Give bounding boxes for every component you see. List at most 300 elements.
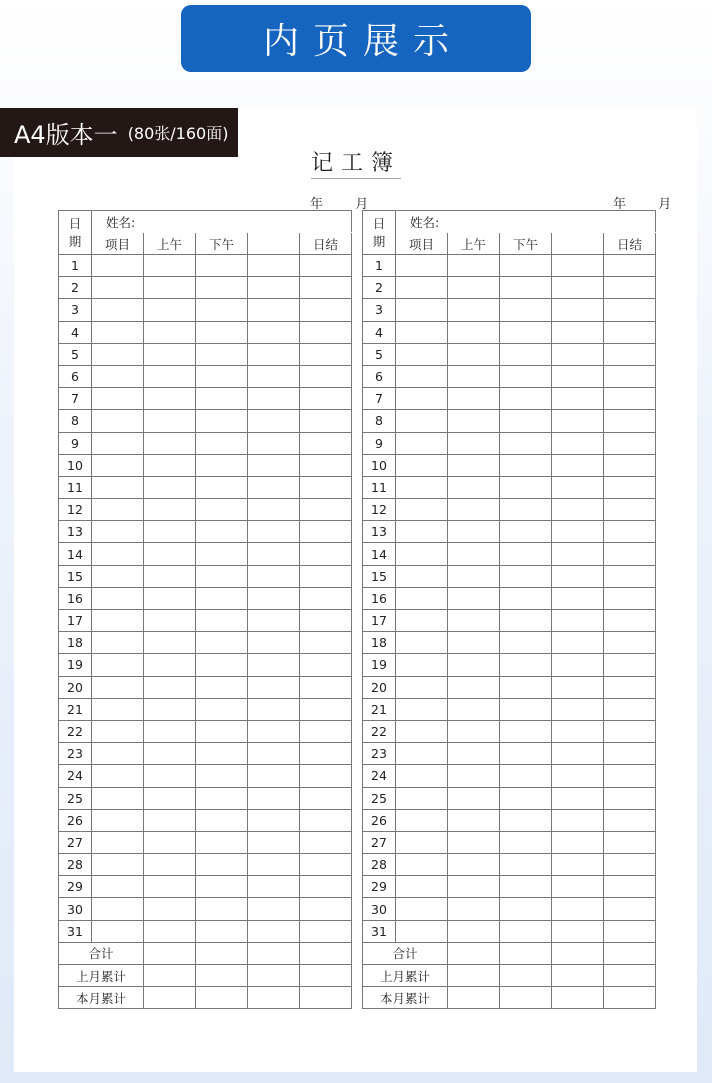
entry-cell bbox=[552, 410, 604, 432]
entry-cell bbox=[500, 854, 552, 876]
table-row bbox=[363, 476, 656, 498]
day-number: 19 bbox=[59, 654, 92, 676]
entry-cell bbox=[144, 499, 196, 521]
day-number: 9 bbox=[363, 432, 396, 454]
entry-cell bbox=[448, 299, 500, 321]
entry-cell bbox=[448, 942, 500, 964]
entry-cell bbox=[144, 365, 196, 387]
entry-cell bbox=[144, 476, 196, 498]
summary-row bbox=[59, 987, 352, 1009]
day-number: 28 bbox=[59, 854, 92, 876]
entry-cell bbox=[144, 565, 196, 587]
entry-cell bbox=[92, 277, 144, 299]
entry-cell bbox=[300, 299, 352, 321]
entry-cell bbox=[552, 499, 604, 521]
entry-cell bbox=[448, 521, 500, 543]
day-number: 21 bbox=[363, 698, 396, 720]
day-number: 11 bbox=[363, 476, 396, 498]
day-number: 19 bbox=[363, 654, 396, 676]
entry-cell bbox=[396, 743, 448, 765]
entry-cell bbox=[144, 942, 196, 964]
day-number: 2 bbox=[59, 277, 92, 299]
entry-cell bbox=[396, 876, 448, 898]
summary-label: 上月累计 bbox=[363, 965, 448, 987]
entry-cell bbox=[144, 521, 196, 543]
day-number: 6 bbox=[59, 365, 92, 387]
entry-cell bbox=[300, 521, 352, 543]
entry-cell bbox=[92, 565, 144, 587]
entry-cell bbox=[196, 965, 248, 987]
table-row bbox=[363, 632, 656, 654]
table-row bbox=[59, 587, 352, 609]
entry-cell bbox=[552, 831, 604, 853]
entry-cell bbox=[500, 499, 552, 521]
entry-cell bbox=[248, 831, 300, 853]
entry-cell bbox=[604, 854, 656, 876]
entry-cell bbox=[248, 277, 300, 299]
entry-cell bbox=[248, 743, 300, 765]
year-label: 年 bbox=[310, 197, 324, 212]
entry-cell bbox=[92, 765, 144, 787]
entry-cell bbox=[396, 410, 448, 432]
entry-cell bbox=[196, 787, 248, 809]
entry-cell bbox=[300, 410, 352, 432]
entry-cell bbox=[144, 277, 196, 299]
entry-cell bbox=[300, 965, 352, 987]
entry-cell bbox=[300, 277, 352, 299]
entry-cell bbox=[300, 920, 352, 942]
entry-cell bbox=[500, 698, 552, 720]
day-number: 8 bbox=[59, 410, 92, 432]
entry-cell bbox=[448, 454, 500, 476]
entry-cell bbox=[552, 632, 604, 654]
entry-cell bbox=[248, 654, 300, 676]
table-row bbox=[59, 632, 352, 654]
entry-cell bbox=[500, 343, 552, 365]
entry-cell bbox=[396, 343, 448, 365]
entry-cell bbox=[396, 676, 448, 698]
entry-cell bbox=[196, 388, 248, 410]
column-header: 日结 bbox=[300, 233, 352, 255]
entry-cell bbox=[196, 720, 248, 742]
entry-cell bbox=[500, 876, 552, 898]
entry-cell bbox=[500, 454, 552, 476]
table-row bbox=[363, 365, 656, 387]
entry-cell bbox=[604, 743, 656, 765]
table-row bbox=[59, 720, 352, 742]
entry-cell bbox=[448, 565, 500, 587]
entry-cell bbox=[248, 920, 300, 942]
day-number: 10 bbox=[363, 454, 396, 476]
entry-cell bbox=[92, 476, 144, 498]
day-number: 15 bbox=[363, 565, 396, 587]
table-row bbox=[59, 743, 352, 765]
entry-cell bbox=[396, 454, 448, 476]
date-header bbox=[59, 211, 92, 255]
entry-cell bbox=[196, 499, 248, 521]
entry-cell bbox=[500, 787, 552, 809]
entry-cell bbox=[248, 499, 300, 521]
table-row bbox=[59, 831, 352, 853]
day-number: 4 bbox=[363, 321, 396, 343]
entry-cell bbox=[396, 299, 448, 321]
entry-cell bbox=[604, 432, 656, 454]
entry-cell bbox=[552, 942, 604, 964]
entry-cell bbox=[500, 898, 552, 920]
entry-cell bbox=[92, 632, 144, 654]
day-number: 21 bbox=[59, 698, 92, 720]
table-row bbox=[363, 543, 656, 565]
column-header: 项目 bbox=[396, 233, 448, 255]
entry-cell bbox=[196, 432, 248, 454]
entry-cell bbox=[552, 987, 604, 1009]
day-number: 8 bbox=[363, 410, 396, 432]
entry-cell bbox=[196, 898, 248, 920]
entry-cell bbox=[92, 410, 144, 432]
entry-cell bbox=[604, 787, 656, 809]
entry-cell bbox=[604, 543, 656, 565]
day-number: 24 bbox=[363, 765, 396, 787]
entry-cell bbox=[500, 321, 552, 343]
entry-cell bbox=[396, 365, 448, 387]
day-number: 20 bbox=[363, 676, 396, 698]
entry-cell bbox=[144, 720, 196, 742]
table-row bbox=[363, 698, 656, 720]
entry-cell bbox=[500, 831, 552, 853]
day-number: 12 bbox=[59, 499, 92, 521]
table-row bbox=[59, 676, 352, 698]
entry-cell bbox=[300, 632, 352, 654]
entry-cell bbox=[300, 809, 352, 831]
entry-cell bbox=[144, 654, 196, 676]
entry-cell bbox=[300, 610, 352, 632]
entry-cell bbox=[396, 388, 448, 410]
day-number: 7 bbox=[59, 388, 92, 410]
entry-cell bbox=[604, 876, 656, 898]
day-number: 29 bbox=[59, 876, 92, 898]
entry-cell bbox=[92, 255, 144, 277]
summary-row bbox=[59, 965, 352, 987]
entry-cell bbox=[448, 831, 500, 853]
entry-cell bbox=[248, 587, 300, 609]
entry-cell bbox=[196, 321, 248, 343]
entry-cell bbox=[448, 365, 500, 387]
entry-cell bbox=[92, 876, 144, 898]
day-number: 30 bbox=[59, 898, 92, 920]
entry-cell bbox=[92, 898, 144, 920]
entry-cell bbox=[300, 343, 352, 365]
entry-cell bbox=[300, 854, 352, 876]
entry-cell bbox=[396, 476, 448, 498]
version-detail: (80张/160面) bbox=[127, 124, 229, 143]
entry-cell bbox=[552, 454, 604, 476]
entry-cell bbox=[552, 388, 604, 410]
entry-cell bbox=[552, 299, 604, 321]
entry-cell bbox=[144, 676, 196, 698]
entry-cell bbox=[248, 632, 300, 654]
entry-cell bbox=[144, 587, 196, 609]
entry-cell bbox=[448, 654, 500, 676]
entry-cell bbox=[144, 987, 196, 1009]
name-field: 姓名: bbox=[92, 211, 352, 233]
entry-cell bbox=[92, 743, 144, 765]
entry-cell bbox=[300, 743, 352, 765]
day-number: 15 bbox=[59, 565, 92, 587]
day-number: 31 bbox=[363, 920, 396, 942]
entry-cell bbox=[144, 965, 196, 987]
entry-cell bbox=[604, 255, 656, 277]
entry-cell bbox=[604, 676, 656, 698]
year-label: 年 bbox=[613, 197, 627, 212]
entry-cell bbox=[300, 698, 352, 720]
entry-cell bbox=[248, 876, 300, 898]
entry-cell bbox=[604, 365, 656, 387]
day-number: 14 bbox=[363, 543, 396, 565]
entry-cell bbox=[92, 831, 144, 853]
entry-cell bbox=[552, 343, 604, 365]
entry-cell bbox=[552, 676, 604, 698]
day-number: 3 bbox=[59, 299, 92, 321]
day-number: 27 bbox=[59, 831, 92, 853]
document-title: 记工簿 bbox=[0, 146, 712, 177]
entry-cell bbox=[248, 255, 300, 277]
entry-cell bbox=[500, 410, 552, 432]
entry-cell bbox=[300, 654, 352, 676]
entry-cell bbox=[300, 499, 352, 521]
entry-cell bbox=[552, 255, 604, 277]
entry-cell bbox=[300, 321, 352, 343]
entry-cell bbox=[196, 876, 248, 898]
entry-cell bbox=[300, 388, 352, 410]
entry-cell bbox=[552, 610, 604, 632]
day-number: 17 bbox=[59, 610, 92, 632]
column-header: 日结 bbox=[604, 233, 656, 255]
table-row bbox=[59, 698, 352, 720]
entry-cell bbox=[604, 587, 656, 609]
summary-row bbox=[363, 965, 656, 987]
day-number: 6 bbox=[363, 365, 396, 387]
summary-row bbox=[363, 987, 656, 1009]
entry-cell bbox=[448, 476, 500, 498]
entry-cell bbox=[552, 787, 604, 809]
table-row bbox=[363, 610, 656, 632]
table-row bbox=[59, 765, 352, 787]
day-number: 13 bbox=[363, 521, 396, 543]
entry-cell bbox=[248, 942, 300, 964]
entry-cell bbox=[196, 698, 248, 720]
entry-cell bbox=[552, 565, 604, 587]
table-row bbox=[363, 343, 656, 365]
entry-cell bbox=[92, 299, 144, 321]
entry-cell bbox=[500, 277, 552, 299]
entry-cell bbox=[144, 809, 196, 831]
table-row bbox=[363, 676, 656, 698]
entry-cell bbox=[500, 587, 552, 609]
table-row bbox=[363, 920, 656, 942]
entry-cell bbox=[448, 632, 500, 654]
entry-cell bbox=[300, 787, 352, 809]
entry-cell bbox=[144, 876, 196, 898]
entry-cell bbox=[552, 720, 604, 742]
entry-cell bbox=[396, 632, 448, 654]
entry-cell bbox=[448, 343, 500, 365]
entry-cell bbox=[604, 321, 656, 343]
entry-cell bbox=[144, 831, 196, 853]
table-row bbox=[363, 432, 656, 454]
entry-cell bbox=[248, 698, 300, 720]
entry-cell bbox=[500, 987, 552, 1009]
column-header: 下午 bbox=[196, 233, 248, 255]
entry-cell bbox=[144, 388, 196, 410]
table-row bbox=[363, 831, 656, 853]
table-row bbox=[363, 854, 656, 876]
entry-cell bbox=[248, 765, 300, 787]
entry-cell bbox=[552, 654, 604, 676]
day-number: 23 bbox=[59, 743, 92, 765]
entry-cell bbox=[144, 698, 196, 720]
table-row bbox=[363, 410, 656, 432]
entry-cell bbox=[300, 587, 352, 609]
table-row bbox=[363, 321, 656, 343]
table-row bbox=[363, 521, 656, 543]
entry-cell bbox=[604, 987, 656, 1009]
summary-row bbox=[363, 942, 656, 964]
entry-cell bbox=[396, 521, 448, 543]
entry-cell bbox=[448, 543, 500, 565]
table-row bbox=[59, 920, 352, 942]
entry-cell bbox=[448, 787, 500, 809]
entry-cell bbox=[604, 809, 656, 831]
entry-cell bbox=[92, 432, 144, 454]
entry-cell bbox=[500, 565, 552, 587]
worklog-table-right bbox=[362, 210, 656, 1009]
entry-cell bbox=[92, 676, 144, 698]
entry-cell bbox=[248, 543, 300, 565]
entry-cell bbox=[92, 720, 144, 742]
entry-cell bbox=[396, 898, 448, 920]
entry-cell bbox=[196, 365, 248, 387]
entry-cell bbox=[196, 831, 248, 853]
entry-cell bbox=[396, 255, 448, 277]
entry-cell bbox=[500, 543, 552, 565]
entry-cell bbox=[248, 410, 300, 432]
entry-cell bbox=[300, 831, 352, 853]
day-number: 22 bbox=[59, 720, 92, 742]
entry-cell bbox=[552, 543, 604, 565]
entry-cell bbox=[144, 610, 196, 632]
date-header-top: 日 bbox=[68, 215, 82, 231]
entry-cell bbox=[500, 676, 552, 698]
entry-cell bbox=[604, 898, 656, 920]
entry-cell bbox=[500, 432, 552, 454]
entry-cell bbox=[448, 809, 500, 831]
entry-cell bbox=[396, 831, 448, 853]
table-row bbox=[59, 854, 352, 876]
day-number: 25 bbox=[59, 787, 92, 809]
table-row bbox=[59, 277, 352, 299]
entry-cell bbox=[300, 765, 352, 787]
entry-cell bbox=[604, 654, 656, 676]
table-row bbox=[59, 365, 352, 387]
entry-cell bbox=[396, 610, 448, 632]
entry-cell bbox=[552, 587, 604, 609]
month-label: 月 bbox=[658, 197, 672, 212]
entry-cell bbox=[552, 521, 604, 543]
entry-cell bbox=[552, 965, 604, 987]
entry-cell bbox=[196, 743, 248, 765]
table-row bbox=[59, 610, 352, 632]
table-row bbox=[59, 321, 352, 343]
summary-label: 本月累计 bbox=[59, 987, 144, 1009]
entry-cell bbox=[248, 854, 300, 876]
day-number: 9 bbox=[59, 432, 92, 454]
entry-cell bbox=[248, 565, 300, 587]
entry-cell bbox=[92, 587, 144, 609]
entry-cell bbox=[396, 809, 448, 831]
entry-cell bbox=[92, 388, 144, 410]
entry-cell bbox=[144, 765, 196, 787]
entry-cell bbox=[500, 521, 552, 543]
day-number: 11 bbox=[59, 476, 92, 498]
entry-cell bbox=[396, 543, 448, 565]
entry-cell bbox=[248, 987, 300, 1009]
entry-cell bbox=[248, 521, 300, 543]
entry-cell bbox=[604, 499, 656, 521]
entry-cell bbox=[396, 277, 448, 299]
entry-cell bbox=[604, 610, 656, 632]
table-row bbox=[59, 565, 352, 587]
day-number: 1 bbox=[59, 255, 92, 277]
entry-cell bbox=[604, 454, 656, 476]
table-row bbox=[59, 654, 352, 676]
day-number: 3 bbox=[363, 299, 396, 321]
entry-cell bbox=[396, 920, 448, 942]
entry-cell bbox=[144, 432, 196, 454]
entry-cell bbox=[196, 543, 248, 565]
entry-cell bbox=[500, 388, 552, 410]
entry-cell bbox=[604, 632, 656, 654]
entry-cell bbox=[92, 543, 144, 565]
table-row bbox=[363, 787, 656, 809]
entry-cell bbox=[396, 698, 448, 720]
table-row bbox=[363, 876, 656, 898]
entry-cell bbox=[92, 698, 144, 720]
entry-cell bbox=[500, 299, 552, 321]
entry-cell bbox=[92, 499, 144, 521]
entry-cell bbox=[144, 299, 196, 321]
entry-cell bbox=[196, 521, 248, 543]
entry-cell bbox=[448, 410, 500, 432]
table-row bbox=[59, 898, 352, 920]
entry-cell bbox=[500, 476, 552, 498]
entry-cell bbox=[196, 476, 248, 498]
table-row bbox=[363, 565, 656, 587]
entry-cell bbox=[248, 321, 300, 343]
column-header bbox=[552, 233, 604, 255]
day-number: 18 bbox=[363, 632, 396, 654]
entry-cell bbox=[604, 410, 656, 432]
entry-cell bbox=[604, 565, 656, 587]
entry-cell bbox=[604, 343, 656, 365]
entry-cell bbox=[196, 809, 248, 831]
entry-cell bbox=[552, 809, 604, 831]
day-number: 29 bbox=[363, 876, 396, 898]
date-header bbox=[363, 211, 396, 255]
entry-cell bbox=[196, 343, 248, 365]
entry-cell bbox=[144, 543, 196, 565]
entry-cell bbox=[248, 432, 300, 454]
table-row bbox=[59, 410, 352, 432]
